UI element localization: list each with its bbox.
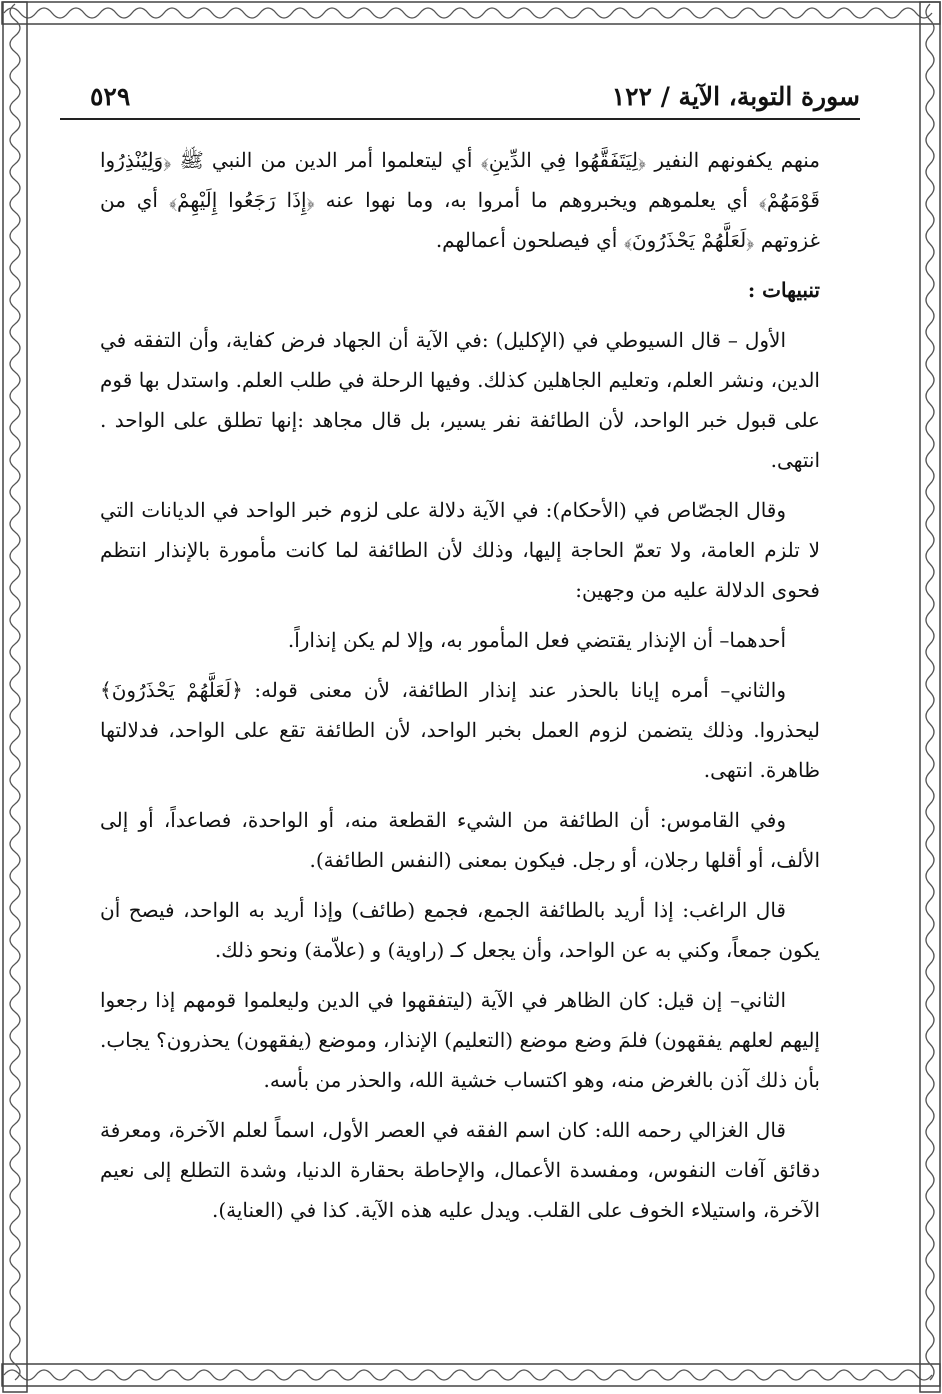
section-heading: تنبيهات :: [747, 278, 820, 302]
page-number: ٥٢٩: [90, 82, 131, 111]
paragraph: الأول – قال السيوطي في (الإكليل) :في الآية أن الجهاد فرض كفاية، وأن التفقه في الدين، ونشر العلم، وتعليم الجاهلين كذلك. وفيها الرحلة في طلب العلم. واستدل بها قوم على قبول خبر الواحد، لأن الطائفة نفر يسير، بل قال مجاهد :إنها تطلق على الواحد . انتهى.: [100, 328, 820, 472]
paragraph: قال الغزالي رحمه الله: كان اسم الفقه في العصر الأول، اسماً لعلم الآخرة، ومعرفة دقائق آفات النفوس، ومفسدة الأعمال، والإحاطة بحقارة الدنيا، وشدة التطلع إلى نعيم الآخرة، واستيلاء الخوف على القلب. ويدل عليه هذه الآية. كذا في (العناية).: [100, 1118, 820, 1222]
running-head: [70, 82, 860, 116]
paragraph: وفي القاموس: أن الطائفة من الشيء القطعة منه، أو الواحدة، فصاعداً، أو إلى الألف، أو أقلها رجلان، أو رجل. فيكون بمعنى (النفس الطائفة).: [100, 808, 820, 872]
ornamental-border-right: [918, 0, 942, 1394]
paragraph: قال الراغب: إذا أريد بالطائفة الجمع، فجمع (طائف) وإذا أريد به الواحد، فيصح أن يكون جمعاً، وكني به عن الواحد، وأن يجعل كـ (راوية) و (علاّمة) ونحو ذلك.: [100, 898, 820, 962]
ornamental-border-bottom: [0, 1362, 942, 1388]
paragraph: وقال الجصّاص في (الأحكام): في الآية دلالة على لزوم خبر الواحد في الديانات التي لا تلزم العامة، ولا تعمّ الحاجة إليها، وذلك لأن الطائفة لما كانت مأمورة بالإنذار انتظم فحوى الدلالة عليه من وجهين:: [100, 498, 820, 602]
header-rule: [60, 118, 860, 120]
page-body: [100, 140, 820, 1240]
paragraph: أحدهما– أن الإنذار يقتضي فعل المأمور به، وإلا لم يكن إنذاراً.: [287, 628, 786, 652]
ornamental-border-top: [0, 0, 942, 26]
paragraph: والثاني– أمره إيانا بالحذر عند إنذار الطائفة، لأن معنى قوله: ﴿لَعَلَّهُمْ يَحْذَرُونَ﴾ ليحذروا. وذلك يتضمن لزوم العمل بخبر الواحد، لأن الطائفة تقع على الواحد، فدلالتها ظاهرة. انتهى.: [100, 678, 820, 782]
paragraph: منهم يكفونهم النفير ﴿لِيَتَفَقَّهُوا فِي الدِّينِ﴾ أي ليتعلموا أمر الدين من النبي ﷺ ﴿وَلِيُنْذِرُوا قَوْمَهُمْ﴾ أي يعلموهم ويخبروهم ما أمروا به، وما نهوا عنه ﴿إِذَا رَجَعُوا إِلَيْهِمْ﴾ أي من غزوتهم ﴿لَعَلَّهُمْ يَحْذَرُونَ﴾ أي فيصلحون أعمالهم.: [100, 148, 820, 252]
ornamental-border-left: [0, 0, 30, 1394]
paragraph: الثاني– إن قيل: كان الظاهر في الآية (ليتفقهوا في الدين وليعلموا قومهم إذا رجعوا إليهم لعلهم يفقهون) فلمَ وضع موضع (التعليم) الإنذار، وموضع (يفقهون) يحذرون؟ يجاب. بأن ذلك آذن بالغرض منه، وهو اكتساب خشية الله، والحذر من بأسه.: [100, 988, 820, 1092]
running-head-title: سورة التوبة، الآية / ١٢٢: [611, 82, 860, 111]
